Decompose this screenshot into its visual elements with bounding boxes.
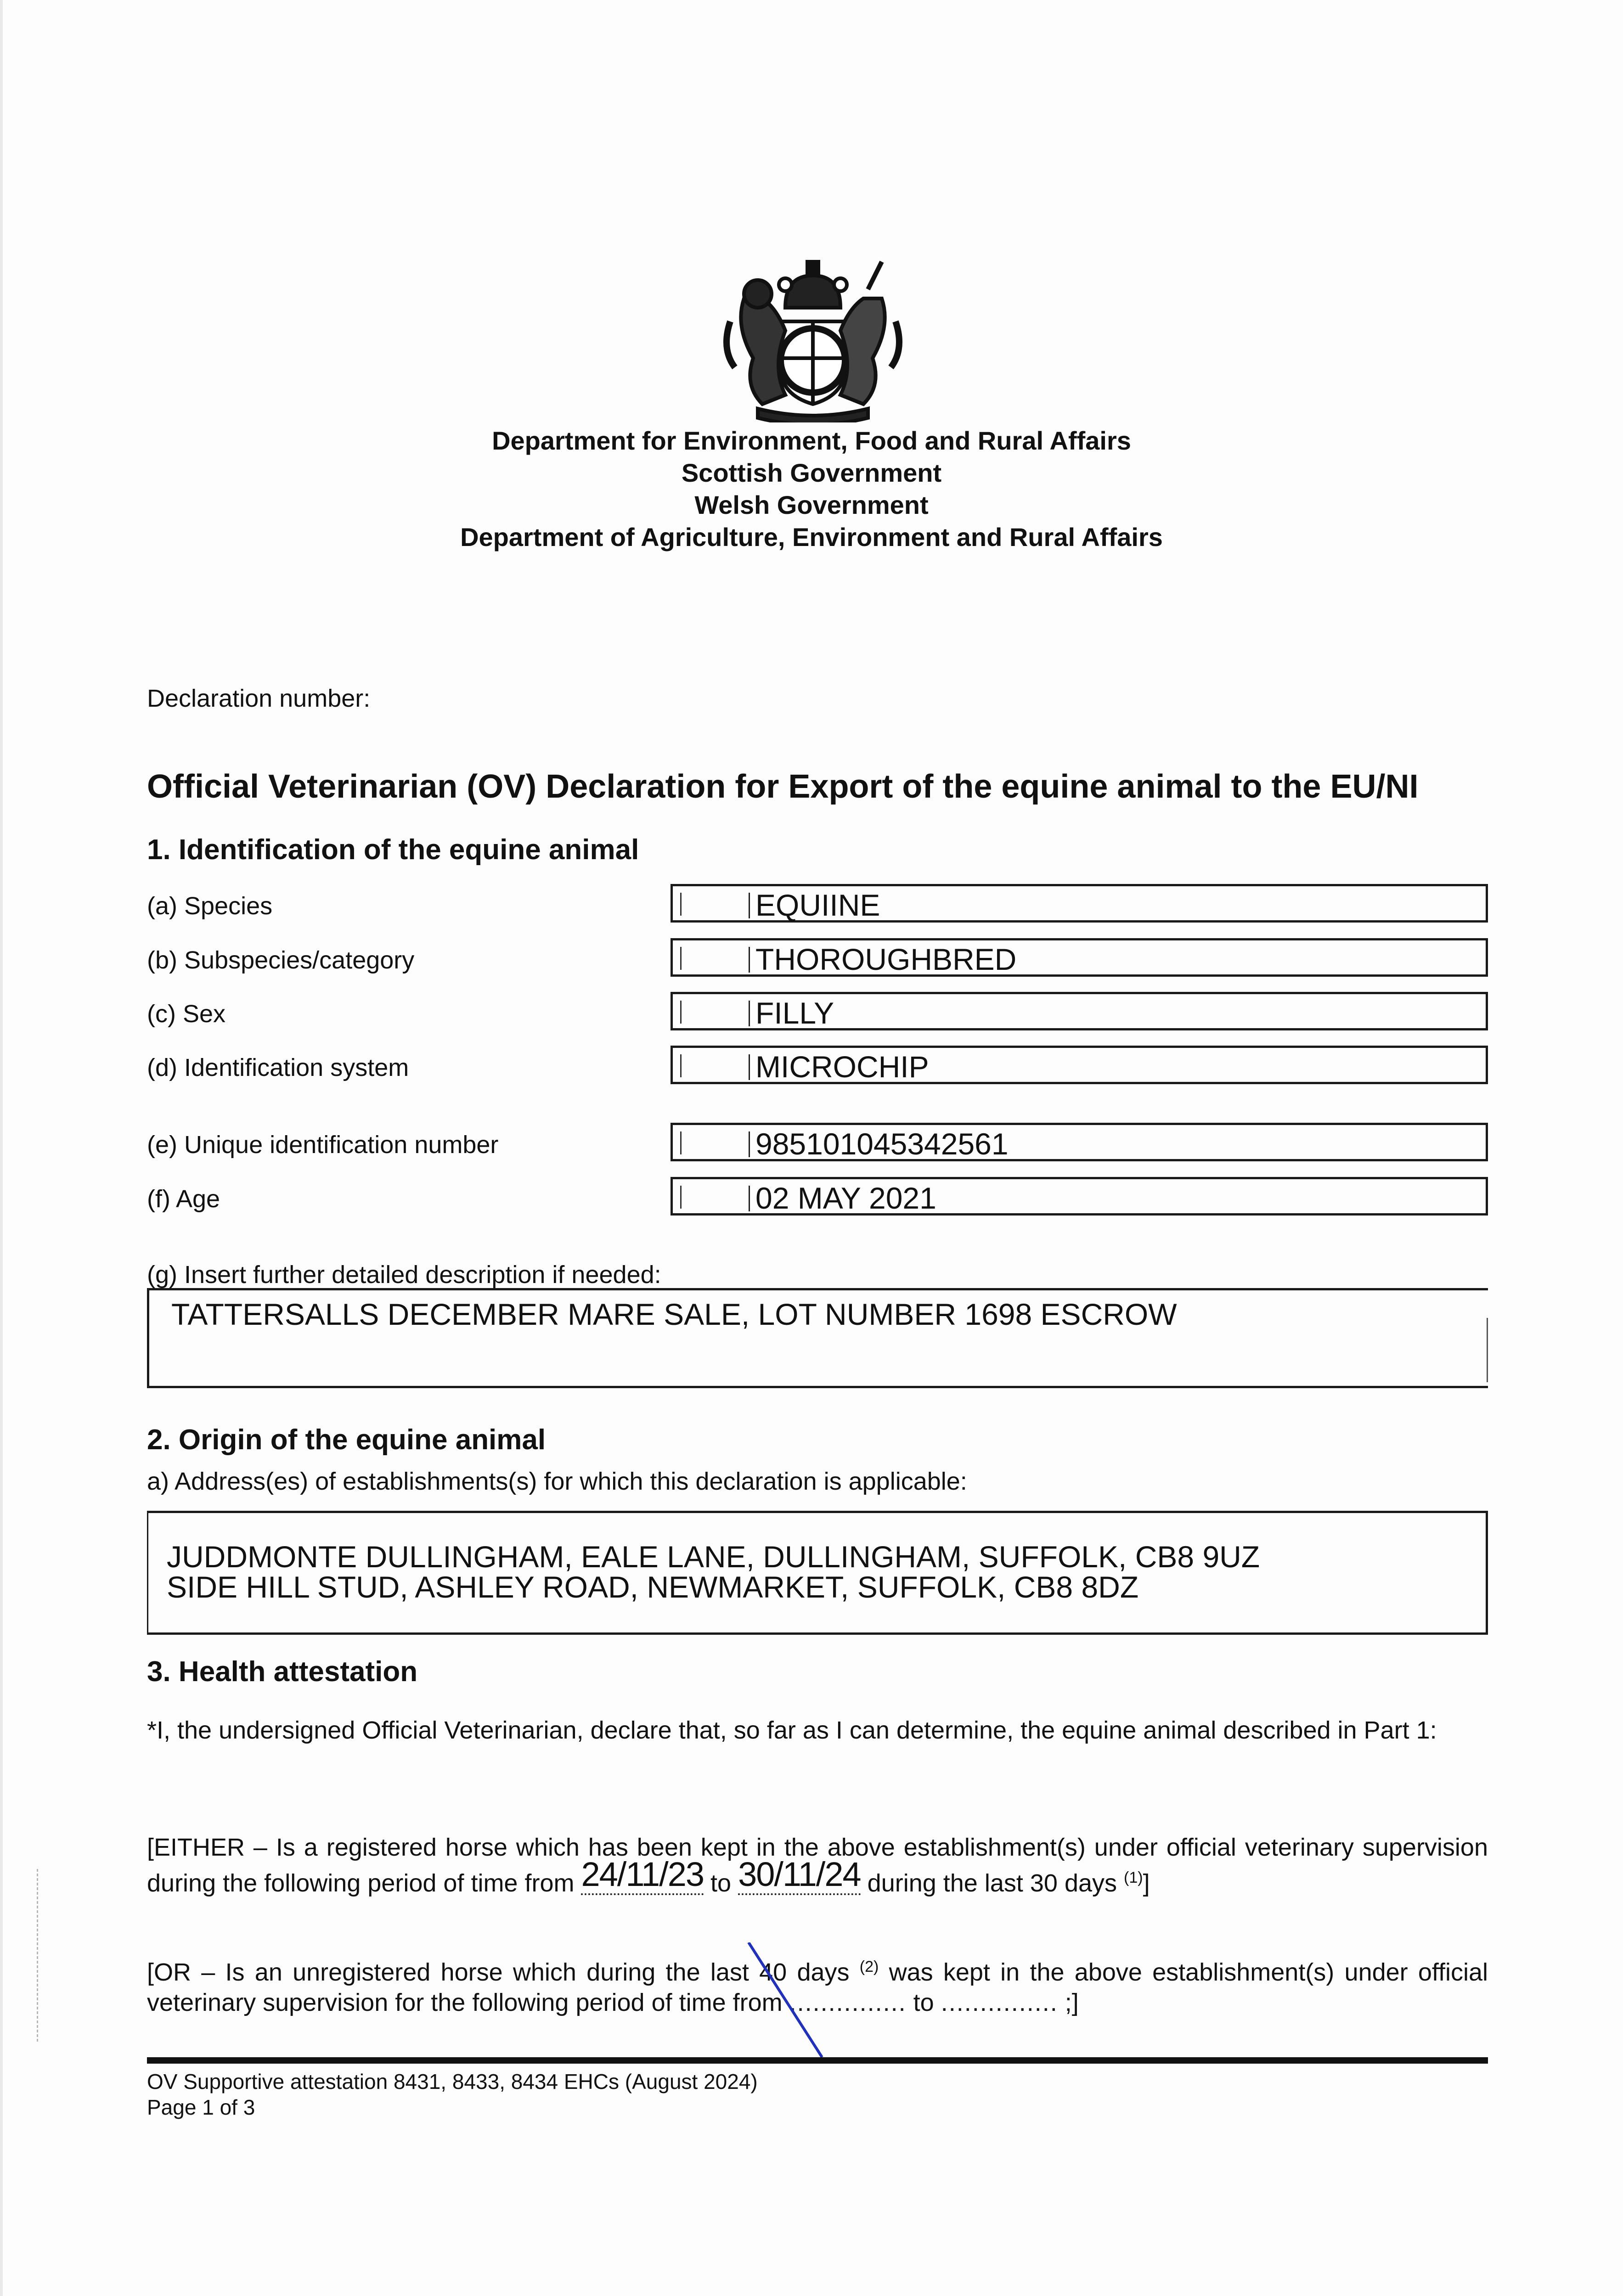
unique-id-field[interactable]	[671, 1123, 1488, 1161]
issuing-authorities	[0, 425, 1623, 553]
address-line: JUDDMONTE DULLINGHAM, EALE LANE, DULLINGHAM, SUFFOLK, CB8 9UZ	[167, 1540, 1260, 1574]
species-value: EQUIINE	[755, 888, 880, 922]
royal-coat-of-arms-icon	[716, 257, 909, 422]
section-1-heading: 1. Identification of the equine animal	[147, 834, 639, 866]
scan-artifact	[37, 1869, 38, 2043]
footer	[147, 2069, 758, 2120]
unique-id-label: (e) Unique identification number	[147, 1131, 499, 1159]
page-number: Page 1 of 3	[147, 2095, 255, 2119]
age-label: (f) Age	[147, 1185, 220, 1213]
department-name: Welsh Government	[694, 490, 929, 519]
identification-system-label: (d) Identification system	[147, 1054, 409, 1081]
description-field[interactable]	[147, 1288, 1488, 1388]
attestation-intro: *I, the undersigned Official Veterinarian, declare that, so far as I can determine, the equine animal described in Part 1:	[147, 1716, 1437, 1744]
sex-value: FILLY	[755, 996, 834, 1030]
sex-field[interactable]	[671, 992, 1488, 1030]
description-label: (g) Insert further detailed description if needed:	[147, 1261, 661, 1289]
section-2-heading: 2. Origin of the equine animal	[147, 1424, 546, 1456]
species-label: (a) Species	[147, 892, 273, 920]
subspecies-label: (b) Subspecies/category	[147, 946, 415, 974]
identification-system-value: MICROCHIP	[755, 1050, 929, 1084]
department-name: Department of Agriculture, Environment and Rural Affairs	[460, 523, 1163, 551]
age-value: 02 MAY 2021	[755, 1181, 936, 1215]
scan-edge	[0, 0, 3, 2296]
or-from-blank[interactable]: ...............	[789, 1989, 907, 2016]
department-name: Department for Environment, Food and Rural Affairs	[492, 426, 1131, 455]
address-field[interactable]	[147, 1511, 1488, 1635]
address-label: a) Address(es) of establishments(s) for which this declaration is applicable:	[147, 1468, 967, 1495]
pen-strike-mark	[744, 1942, 836, 2062]
sex-label: (c) Sex	[147, 1000, 226, 1028]
department-name: Scottish Government	[681, 458, 942, 487]
subspecies-field[interactable]	[671, 938, 1488, 977]
age-field[interactable]	[671, 1177, 1488, 1216]
either-clause: [EITHER – Is a registered horse which has been kept in the above establishment(s) under official veterinary supervision during the following period of time from 24/11/23 to 30/11/24 during the last 30 days $^{(1)}$]	[147, 1834, 1488, 1897]
species-field[interactable]	[671, 884, 1488, 923]
identification-system-field[interactable]	[671, 1046, 1488, 1084]
unique-id-value: 985101045342561	[755, 1127, 1009, 1161]
declaration-number-label: Declaration number:	[147, 685, 371, 712]
to-date-handwritten[interactable]: 30/11/24	[738, 1855, 861, 1895]
document-title: Official Veterinarian (OV) Declaration for Export of the equine animal to the EU/NI	[147, 768, 1419, 805]
description-value: TATTERSALLS DECEMBER MARE SALE, LOT NUMBER 1698 ESCROW	[171, 1297, 1177, 1331]
address-line: SIDE HILL STUD, ASHLEY ROAD, NEWMARKET, SUFFOLK, CB8 8DZ	[167, 1570, 1139, 1604]
footer-divider	[147, 2057, 1488, 2064]
or-to-blank[interactable]: ...............	[941, 1989, 1058, 2016]
section-3-heading: 3. Health attestation	[147, 1656, 418, 1688]
from-date-handwritten[interactable]: 24/11/23	[581, 1855, 704, 1895]
or-clause: [OR – Is an unregistered horse which during the last 40 days $^{(2)}$ was kept in the above establishment(s) under official veterinary supervision for the following period of time from ............... to ............... ;]	[147, 1958, 1488, 2016]
subspecies-value: THOROUGHBRED	[755, 942, 1017, 976]
footer-reference: OV Supportive attestation 8431, 8433, 8434 EHCs (August 2024)	[147, 2070, 758, 2093]
